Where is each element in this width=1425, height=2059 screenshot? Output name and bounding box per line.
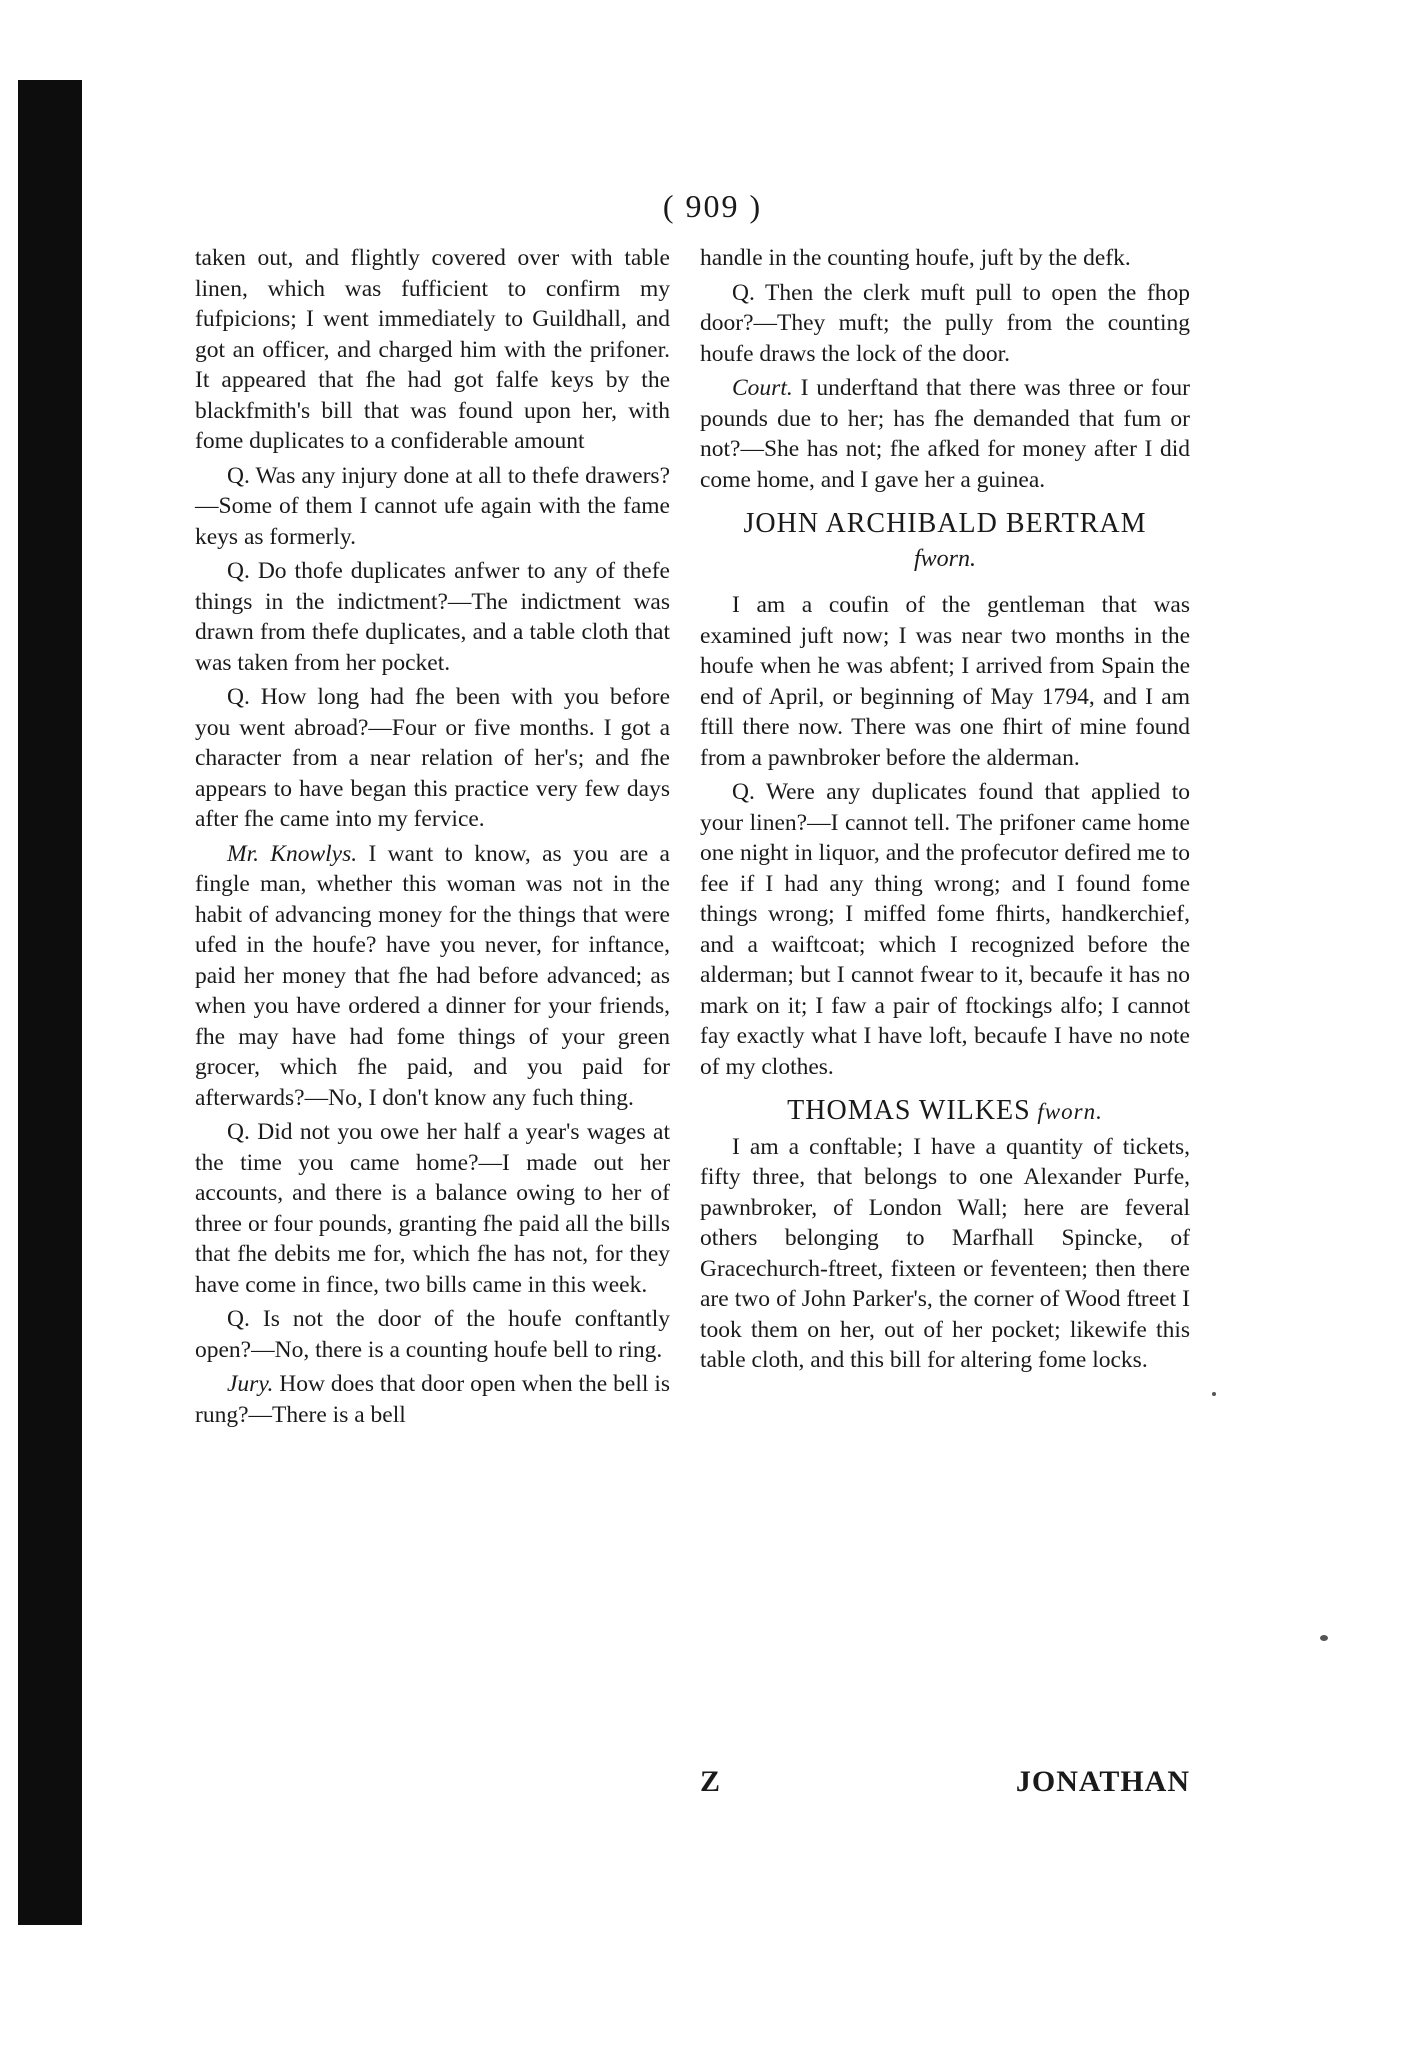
speaker-name: Mr. Knowlys.	[227, 840, 358, 867]
paragraph-text: I want to know, as you are a fingle man, whether this woman was not in the habit of advancing money for the things that were ufed in the houfe? have you never, for inftance, paid her money that fhe had before advanced; as when you have ordered a dinner for your friends, fhe may have had fome things of your green grocer, which fhe paid, and you paid for afterwards?—No, I don't know any fuch thing.	[195, 840, 670, 1111]
page-footer	[700, 1765, 1190, 1799]
paragraph-text: I am a conftable; I have a quantity of tickets, fifty three, that belongs to one Alexander Purfe, pawnbroker, of London Wall; here are feveral others belonging to Marfhall Spincke, of Gracechurch-ftreet, fixteen or feventeen; then there are two of John Parker's, the corner of Wood ftreet I took them on her, out of her pocket; likewife this table cloth, and this bill for altering fome locks.	[700, 1133, 1190, 1373]
testimony-paragraph	[700, 777, 1190, 1082]
testimony-paragraph	[195, 243, 670, 457]
testimony-paragraph	[700, 243, 1190, 274]
speaker-name: Jury.	[227, 1371, 274, 1397]
testimony-paragraph	[195, 556, 670, 678]
left-column	[195, 243, 670, 1434]
paragraph-text: Q. Did not you owe her half a year's wages at the time you came home?—I made out her accounts, and there is a balance owing to her of three or four pounds, granting fhe paid all the bills that fhe debits me for, which fhe has not, for they have come in fince, two bills came in this week.	[195, 1119, 670, 1298]
paragraph-text: Q. Do thofe duplicates anfwer to any of thefe things in the indictment?—The indictment was drawn from thefe duplicates, and a table cloth that was taken from her pocket.	[195, 558, 670, 676]
paragraph-text: I am a coufin of the gentleman that was examined juft now; I was near two months in the houfe when he was abfent; I arrived from Spain the end of April, or beginning of May 1794, and I am ftill there now. There was one fhirt of mine found from a pawnbroker before the alderman.	[700, 592, 1190, 771]
ink-speck	[1320, 1635, 1328, 1641]
catchword: JONATHAN	[1015, 1765, 1190, 1798]
paragraph-text: Q. Is not the door of the houfe conftantly open?—No, there is a counting houfe bell to ring.	[195, 1306, 670, 1363]
testimony-speech	[195, 1369, 670, 1430]
right-column	[700, 243, 1190, 1380]
ink-speck	[1212, 1392, 1216, 1396]
testimony-speech	[195, 839, 670, 1114]
testimony-paragraph	[195, 461, 670, 553]
testimony-paragraph	[195, 1117, 670, 1300]
page-number: ( 909 )	[662, 188, 763, 224]
testimony-paragraph	[195, 682, 670, 835]
paragraph-text: taken out, and flightly covered over with table linen, which was fufficient to confirm my fufpicions; I went immediately to Guildhall, and got an officer, and charged him with the prifoner. It appeared that fhe had got falfe keys by the blackfmith's bill that was found upon her, with fome duplicates to a confiderable amount	[195, 245, 670, 454]
book-binding-edge	[18, 80, 82, 1925]
witness-heading	[700, 1096, 1190, 1128]
testimony-paragraph	[700, 590, 1190, 773]
paragraph-text: Q. How long had fhe been with you before you went abroad?—Four or five months. I got a character from a near relation of her's; and fhe appears to have began this practice very few days after fhe came into my fervice.	[195, 684, 670, 832]
paragraph-text: How does that door open when the bell is rung?—There is a bell	[195, 1371, 670, 1428]
witness-heading: JOHN ARCHIBALD BERTRAM	[743, 508, 1147, 539]
sworn-label: fworn.	[913, 545, 976, 572]
paragraph-text: Q. Were any duplicates found that applied to your linen?—I cannot tell. The prifoner came home one night in liquor, and the profecutor defired me to fee if I had any thing wrong; and I found fome things wrong; I miffed fome fhirts, handkerchief, and a waiftcoat; which I recognized before the alderman; but I cannot fwear to it, becaufe it has no mark on it; I faw a pair of ftockings alfo; I cannot fay exactly what I have loft, becaufe I have no note of my clothes.	[700, 779, 1190, 1080]
testimony-paragraph	[700, 1132, 1190, 1376]
sworn-label: fworn.	[1030, 1099, 1103, 1124]
paragraph-text: Q. Then the clerk muft pull to open the fhop door?—They muft; the pully from the counting houfe draws the lock of the door.	[700, 279, 1190, 367]
signature-mark: Z	[700, 1765, 721, 1798]
witness-name: THOMAS WILKES	[787, 1095, 1031, 1126]
testimony-paragraph	[195, 1304, 670, 1365]
paragraph-text: handle in the counting houfe, juft by the defk.	[700, 245, 1131, 271]
paragraph-text: I underftand that there was three or four pounds due to her; has fhe demanded that fum or not?—She has not; fhe afked for money after I did come home, and I gave her a guinea.	[700, 375, 1191, 493]
speaker-name: Court.	[732, 375, 793, 401]
testimony-speech	[700, 373, 1190, 495]
paragraph-text: Q. Was any injury done at all to thefe drawers?—Some of them I cannot ufe again with the fame keys as formerly.	[195, 462, 670, 550]
testimony-paragraph	[700, 278, 1190, 370]
